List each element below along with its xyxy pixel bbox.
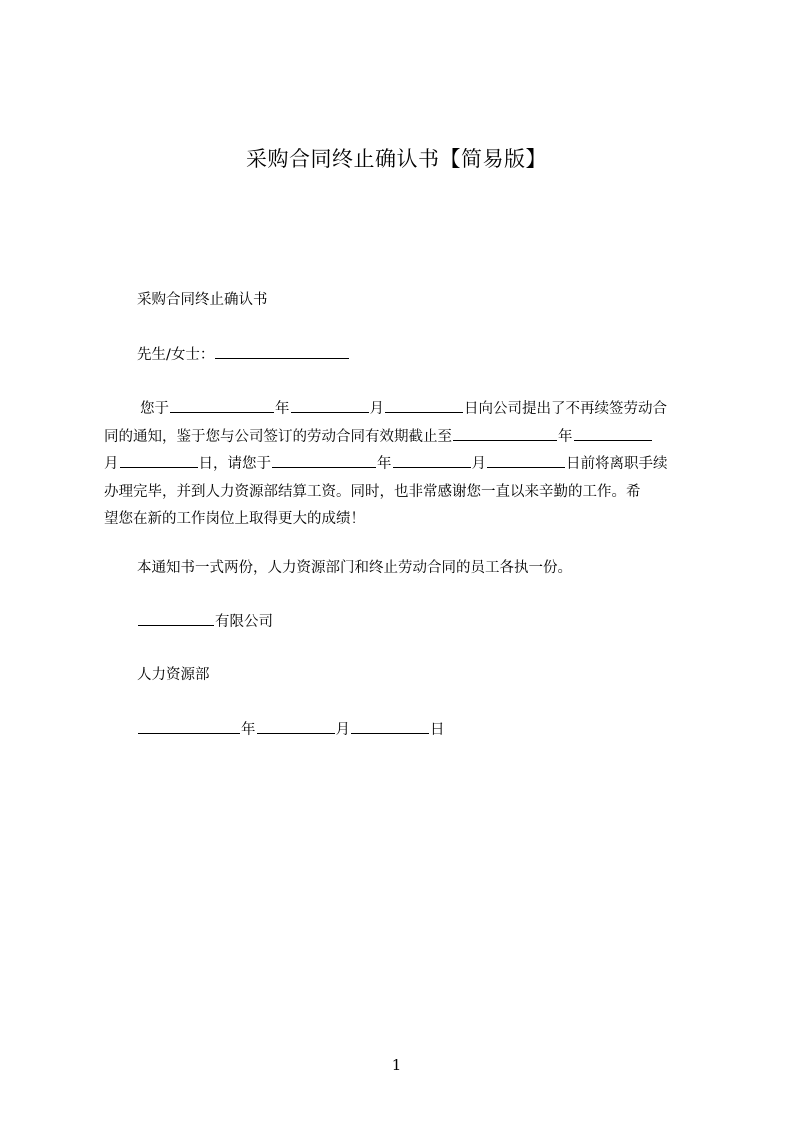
blank-day-2: [120, 453, 198, 468]
blank-year-3: [272, 453, 376, 468]
blank-day-3: [487, 453, 565, 468]
salutation-line: [137, 344, 350, 365]
date-day-blank: [351, 719, 429, 734]
salutation-label: 先生/女士：: [137, 347, 215, 363]
date-line: 年 月 日: [137, 719, 445, 740]
blank-month-3: [393, 453, 471, 468]
company-line: [137, 611, 273, 632]
blank-month-1: [291, 398, 369, 413]
date-month-blank: [257, 719, 335, 734]
date-year-blank: [138, 719, 240, 734]
body-line-1: 您于 年 月 日向公司提出了不再续签劳动合: [104, 396, 700, 424]
page-number: 1: [391, 1056, 402, 1074]
document-heading: 采购合同终止确认书: [137, 292, 268, 308]
company-name-blank: [138, 611, 214, 626]
blank-year-2: [453, 426, 557, 441]
body-line-3: 月 日，请您于 年 月 日前将离职手续: [104, 451, 700, 479]
body-paragraph: [104, 396, 700, 534]
blank-day-1: [385, 398, 463, 413]
blank-year-1: [170, 398, 274, 413]
department-line: 人力资源部: [137, 667, 210, 683]
company-suffix: 有限公司: [215, 614, 273, 630]
notice-line: 本通知书一式两份，人力资源部门和终止劳动合同的员工各执一份。: [137, 560, 572, 576]
body-line-5: 望您在新的工作岗位上取得更大的成绩！: [104, 511, 365, 528]
document-title: 采购合同终止确认书【简易版】: [246, 147, 547, 171]
name-blank: [215, 344, 349, 359]
blank-month-2: [574, 426, 652, 441]
body-line-4: 办理完毕，并到人力资源部结算工资。同时，也非常感谢您一直以来辛勤的工作。希: [104, 483, 641, 500]
body-line-2: 同的通知，鉴于您与公司签订的劳动合同有效期截止至 年: [104, 424, 700, 452]
